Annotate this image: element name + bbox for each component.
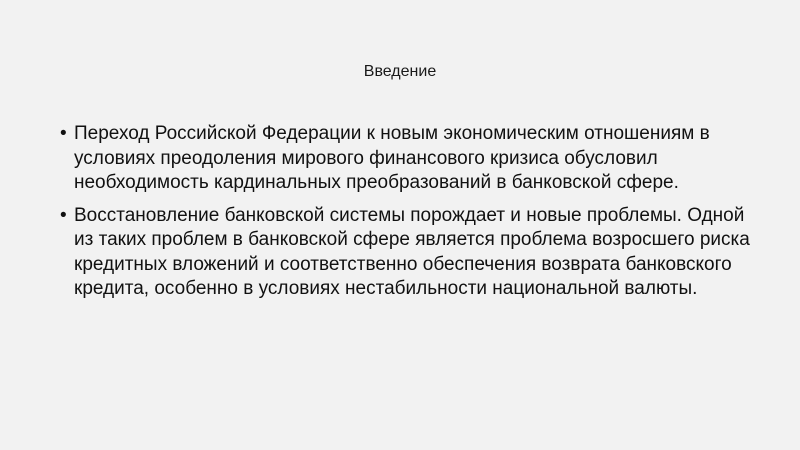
bullet-marker: • <box>60 123 67 144</box>
slide-title: Введение <box>363 63 437 80</box>
bullet-text: Восстановление банковской системы порождает и новые проблемы. Одной из таких проблем в банковской сфере является проблема возросшего риска кредитных вложений и соответственно обеспечения возврата банковского кредита, особенно в условиях нестабильности национальной валюты. <box>74 204 750 299</box>
bullet-marker: • <box>60 204 67 226</box>
bullet-text: Переход Российской Федерации к новым экономическим отношениям в условиях преодоления мирового финансового кризиса обусловил необходимость кардинальных преобразований в банковской сфере. <box>74 123 710 193</box>
bullet-list <box>60 122 750 310</box>
bullet-item <box>60 122 750 196</box>
bullet-item <box>60 204 750 302</box>
